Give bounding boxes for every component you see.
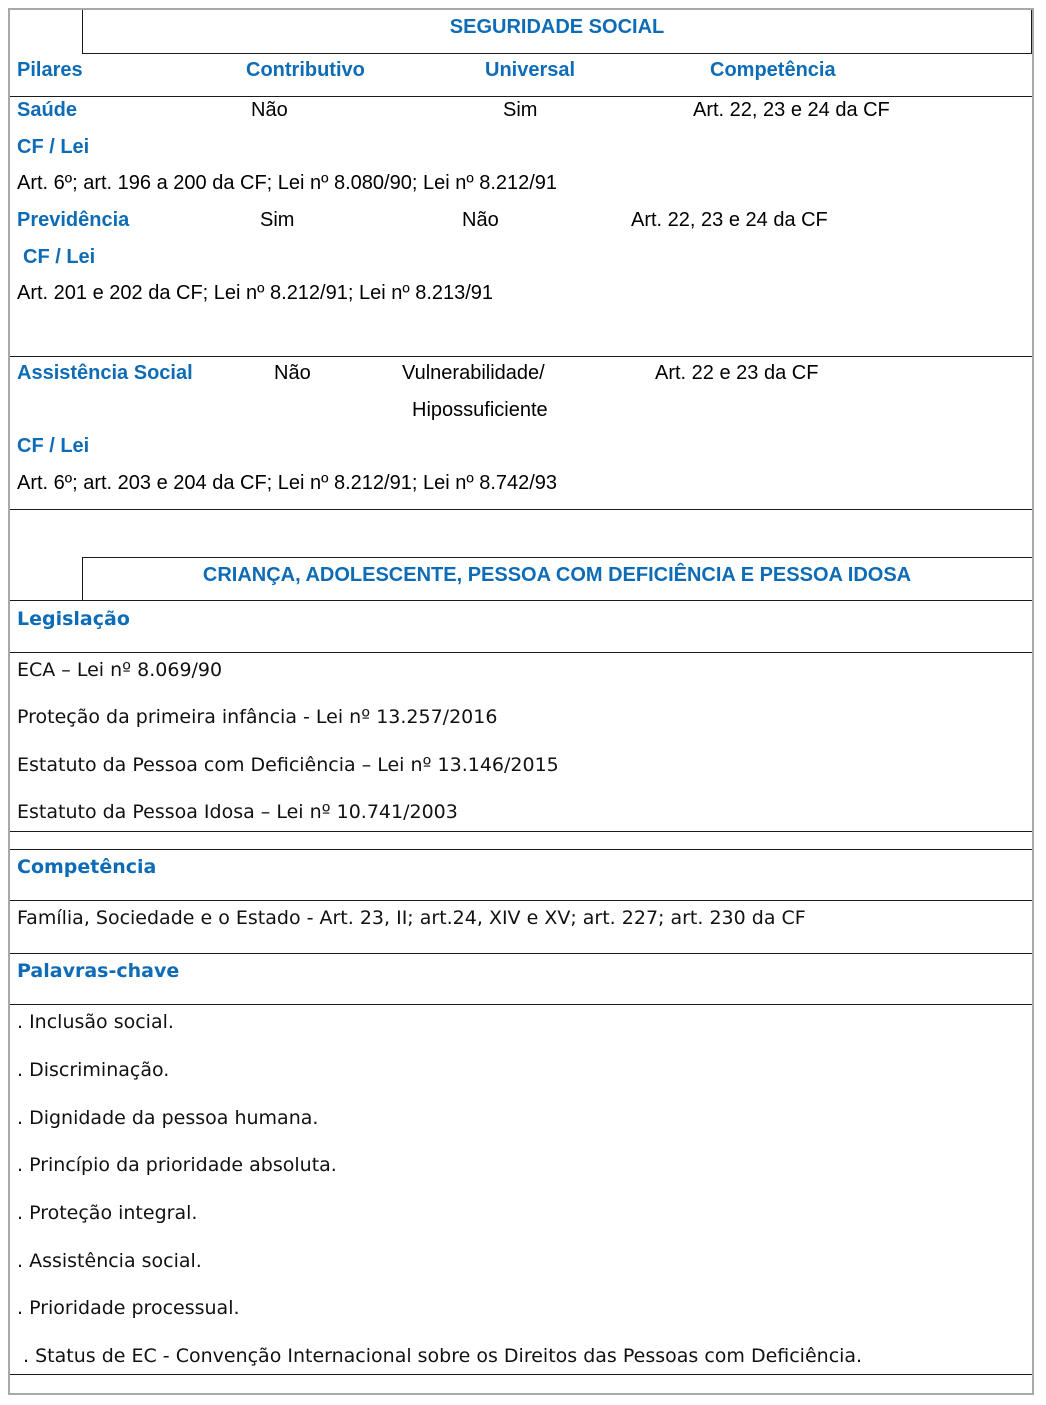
legislacao-item: ECA – Lei nº 8.069/90 [17,659,223,681]
legislacao-item: Estatuto da Pessoa com Deficiência – Lei nº 13.146/2015 [17,754,559,776]
legislacao-item: Estatuto da Pessoa Idosa – Lei nº 10.741/2003 [17,801,458,823]
assistencia-competencia: Art. 22 e 23 da CF [655,362,819,384]
previdencia-competencia: Art. 22, 23 e 24 da CF [631,209,828,231]
palavra-chave-item: . Dignidade da pessoa humana. [17,1107,319,1129]
header-contributivo: Contributivo [246,59,365,81]
saude-contributivo: Não [251,99,288,121]
table-border [82,53,1032,54]
saude-universal: Sim [503,99,538,121]
table-border [10,900,1032,901]
header-pilares: Pilares [17,59,83,81]
table-border [10,356,1032,357]
assistencia-cf-text: Art. 6º; art. 203 e 204 da CF; Lei nº 8.212/91; Lei nº 8.742/93 [17,472,558,494]
pilar-assistencia: Assistência Social [17,362,193,384]
table-border [10,849,1032,850]
previdencia-cf-label: CF / Lei [23,246,96,268]
legislacao-label: Legislação [17,608,130,630]
palavra-chave-item: . Discriminação. [17,1059,170,1081]
previdencia-cf-text: Art. 201 e 202 da CF; Lei nº 8.212/91; Lei nº 8.213/91 [17,282,494,304]
table-border [10,509,1032,510]
palavra-chave-item: . Proteção integral. [17,1202,198,1224]
palavras-label: Palavras-chave [17,960,180,982]
legislacao-item: Proteção da primeira infância - Lei nº 13.257/2016 [17,706,498,728]
assistencia-cf-label: CF / Lei [17,435,90,457]
saude-competencia: Art. 22, 23 e 24 da CF [693,99,890,121]
page-frame [8,8,1034,1395]
palavra-chave-item: . Princípio da prioridade absoluta. [17,1154,337,1176]
competencia-text: Família, Sociedade e o Estado - Art. 23, II; art.24, XIV e XV; art. 227; art. 230 da CF [17,907,806,929]
assistencia-contributivo: Não [274,362,311,384]
pilar-previdencia: Previdência [17,209,130,231]
header-universal: Universal [485,59,576,81]
section-title-crianca: CRIANÇA, ADOLESCENTE, PESSOA COM DEFICIÊNCIA E PESSOA IDOSA [202,564,912,586]
previdencia-universal: Não [462,209,499,231]
table-border [10,652,1032,653]
assistencia-universal-line1: Vulnerabilidade/ [402,362,545,384]
table-border [10,1004,1032,1005]
palavra-chave-item: . Status de EC - Convenção Internacional sobre os Direitos das Pessoas com Deficiência. [17,1345,863,1367]
saude-cf-text: Art. 6º; art. 196 a 200 da CF; Lei nº 8.080/90; Lei nº 8.212/91 [17,172,558,194]
table-border [10,953,1032,954]
header-competencia: Competência [710,59,836,81]
section-title-seguridade: SEGURIDADE SOCIAL [449,16,665,38]
table-border [82,557,1032,558]
table-border [10,1374,1032,1375]
competencia-label: Competência [17,856,157,878]
table-border [10,600,1032,601]
palavra-chave-item: . Prioridade processual. [17,1297,240,1319]
palavra-chave-item: . Assistência social. [17,1250,202,1272]
palavra-chave-item: . Inclusão social. [17,1011,174,1033]
previdencia-contributivo: Sim [260,209,295,231]
table-border [10,96,1032,97]
assistencia-universal-line2: Hipossuficiente [412,399,548,421]
saude-cf-label: CF / Lei [17,136,90,158]
table-border [10,831,1032,832]
pilar-saude: Saúde [17,99,78,121]
